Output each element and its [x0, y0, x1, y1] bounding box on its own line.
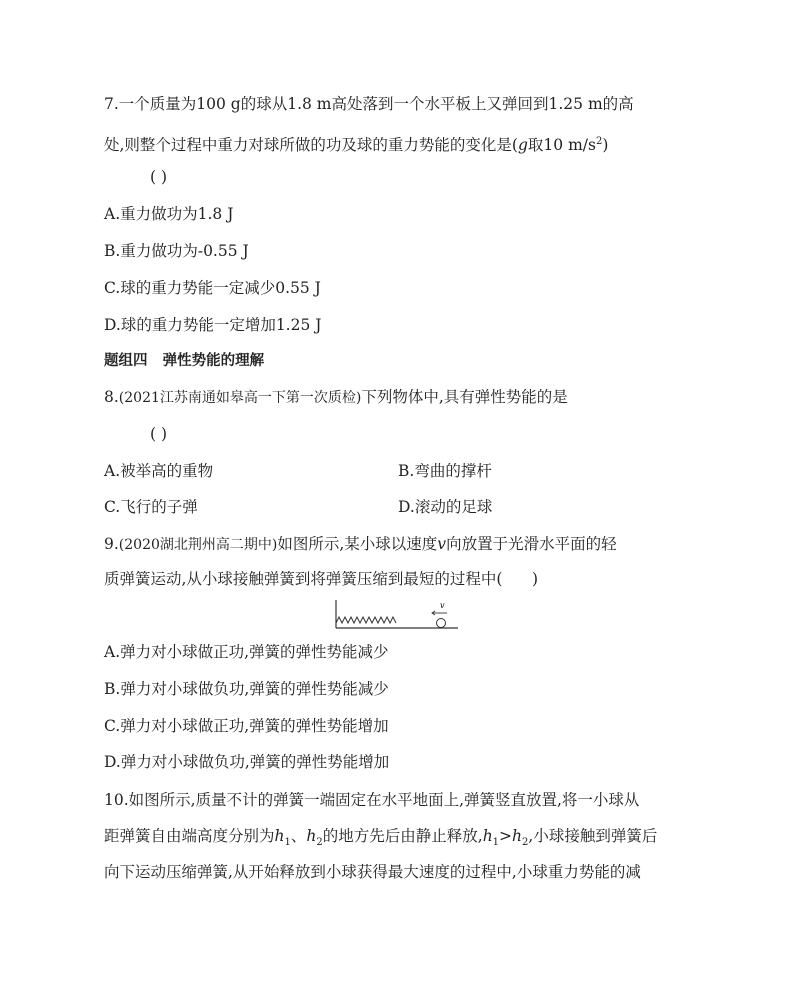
q10-line2: 距弹簧自由端高度分别为$h_1$、$h_2$的地方先后由静止释放$,h_1>h_2$,小球接触到弹簧后 [104, 827, 658, 849]
q8-source: (2021江苏南通如皋高一下第一次质检) [118, 390, 362, 406]
velocity-label: v [440, 601, 445, 610]
q9-source: (2020湖北荆州高二期中) [118, 537, 278, 553]
q9-option-d: D.弹力对小球做负功,弹簧的弹性势能增加 [104, 753, 390, 771]
q8-option-d: D.滚动的足球 [398, 498, 493, 516]
q9-option-b: B.弹力对小球做负功,弹簧的弹性势能减少 [104, 680, 389, 698]
ball-circle [437, 619, 446, 628]
q8-option-b: B.弯曲的撑杆 [398, 462, 492, 480]
q7-line2: 处,则整个过程中重力对球所做的功及球的重力势能的变化是(g取10 $m/s^2$) [104, 136, 609, 155]
q7-option-c: C.球的重力势能一定减少0.55 J [104, 279, 321, 297]
q7-option-d: D.球的重力势能一定增加1.25 J [104, 316, 322, 334]
q9-stem-line2: 质弹簧运动,从小球接触弹簧到将弹簧压缩到最短的过程中( ) [104, 570, 539, 588]
q8-answer-blank: ( ) [150, 425, 168, 443]
spring-ball-figure [332, 598, 462, 634]
section-heading: 题组四 弹性势能的理解 [104, 353, 265, 369]
q8-option-c: C.飞行的子弹 [104, 498, 198, 516]
q10-line1: 10.如图所示,质量不计的弹簧一端固定在水平地面上,弹簧竖直放置,将一小球从 [104, 791, 640, 809]
q9-option-a: A.弹力对小球做正功,弹簧的弹性势能减少 [104, 643, 389, 661]
q10-line3: 向下运动压缩弹簧,从开始释放到小球获得最大速度的过程中,小球重力势能的减 [104, 863, 641, 881]
q7-line1: 7.一个质量为100 g的球从1.8 m高处落到一个水平板上又弹回到1.25 m的高 [104, 95, 634, 113]
q8-stem: 8.(2021江苏南通如皋高一下第一次质检)下列物体中,具有弹性势能的是 [104, 388, 568, 406]
spring-coil [336, 617, 396, 623]
q7-answer-blank: ( ) [150, 168, 168, 186]
q9-stem-line1: 9.(2020湖北荆州高二期中)如图所示,某小球以速度v向放置于光滑水平面的轻 [104, 535, 617, 553]
q7-option-b: B.重力做功为-0.55 J [104, 242, 249, 260]
q7-option-a: A.重力做功为1.8 J [104, 205, 234, 223]
q9-option-c: C.弹力对小球做正功,弹簧的弹性势能增加 [104, 717, 389, 735]
q8-option-a: A.被举高的重物 [104, 462, 214, 480]
